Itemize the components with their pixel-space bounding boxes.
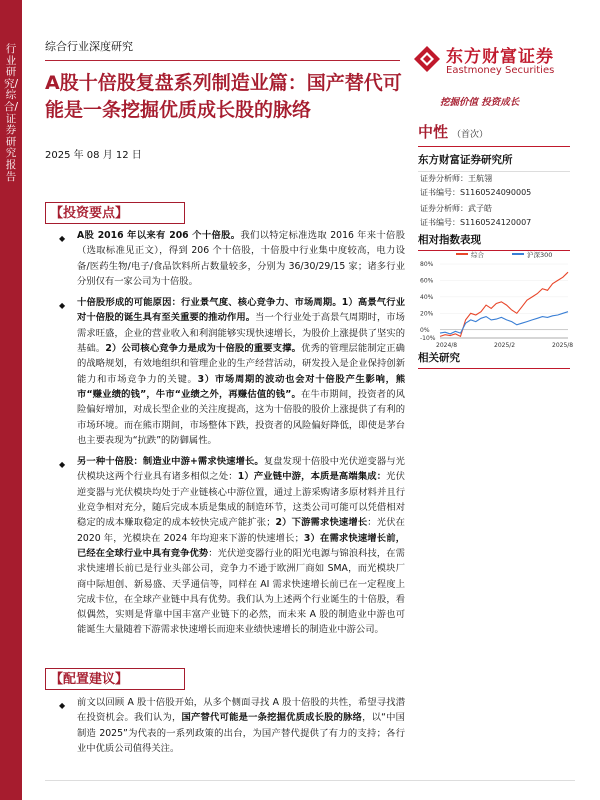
diamond-bullet-icon: ◆: [59, 301, 66, 311]
x-tick-label: 2025/2: [494, 342, 516, 349]
page-title: A股十倍股复盘系列制造业篇：国产替代可能是一条挖掘优质成长股的脉络: [45, 72, 402, 121]
y-tick-label: 80%: [420, 261, 434, 268]
side-label: 行业研究/综合/证券研究报告: [3, 43, 19, 183]
footer-divider: [45, 780, 575, 781]
suggestion-paragraph: [45, 695, 405, 756]
rating-box: [418, 121, 570, 147]
key-point-text-run: 光伏逆变器与光伏模块均处于产业链核心中游位置，通过上游采购诸多原材料并且行业竞争相对充分，随后完成本质是集成的制造环节，这类公司可能可以凭借相对稳定的成本赚取稳定的成本较快完成产能扩张；: [77, 471, 405, 529]
key-point-text-run: 复盘发现十倍股中光伏逆变器与光伏模块这两个行业具有诸多相似之处：: [77, 456, 405, 483]
diamond-bullet-icon: ◆: [59, 701, 66, 710]
report-category: 综合行业深度研究: [45, 40, 133, 53]
x-tick-label: 2024/8: [436, 342, 458, 349]
suggestion-heading: [45, 668, 185, 690]
key-point-paragraph: [45, 295, 405, 448]
series-line-1: [440, 312, 568, 334]
key-point-text-run: ：光伏逆变器行业的阳光电源与锦浪科技，在需求快速增长前已是行业头部公司，竞争力不逊于欧洲厂商如 SMA，而光模块厂商中际旭创、新易盛、天孚通信等，同样在 AI 需求快速增长前已在一定程度上完成卡位，在全球产业链中具有优势。我们认为上述两个行业诞生的十倍股，看似偶然，实则是背靠中国丰富产业链下的必然，而未来 A 股的制造业中游也可能诞生大量随着下游需求快速增长而迎来业绩快速增长的制造业中游公司。: [77, 547, 405, 636]
key-point-text-run: 2）公司核心竞争力是成为十倍股的重要支撑。: [105, 343, 302, 355]
y-tick-label: 20%: [420, 310, 434, 318]
logo-cn-text: 东方财富证券: [446, 47, 554, 67]
rating-value: 中性: [418, 123, 449, 141]
series-line-0: [440, 272, 568, 336]
diamond-bullet-icon: ◆: [59, 234, 66, 243]
logo-en-text: Eastmoney Securities: [446, 65, 555, 76]
suggestion-text-run: ，以“中国制造 2025”为代表的一系列政策的出台，为国产替代提供了有力的支持；各行业中优质公司值得关注。: [77, 712, 405, 754]
analyst-1-name: 证券分析师：王航翎: [420, 174, 492, 183]
x-tick-label: 2025/8: [552, 342, 574, 349]
suggestion-heading-text: 【配置建议】: [50, 672, 129, 687]
slogan: 挖掘价值 投资成长: [440, 97, 520, 108]
key-point-text-run: 当一个行业处于高景气周期时，市场需求旺盛，企业的营业收入和利润能够实现快速增长，为股价上涨提供了坚实的基础。: [77, 312, 405, 355]
analyst-2-cert: 证书编号：S1160524120007: [420, 218, 532, 227]
key-point-paragraph: [45, 454, 405, 638]
relative-index-chart: [418, 246, 578, 356]
key-point-text-run: 3）在需求快速增长前，已经在全球行业中具有竞争优势: [77, 532, 405, 559]
suggestion-list: [45, 695, 405, 762]
key-points-heading: [45, 202, 185, 224]
institute-name: 东方财富证券研究所: [418, 152, 570, 172]
suggestion-text-run: 国产替代可能是一条挖掘优质成长股的脉络: [181, 712, 363, 724]
publish-date: 2025 年 08 月 12 日: [45, 150, 142, 161]
key-point-text-run: 优秀的管理层能制定正确的战略规划，有效地组织和管理企业的生产经营活动，研发投入是企业保持创新能力和市场竞争力的关键。: [77, 343, 405, 385]
chart-svg: [418, 246, 578, 356]
header-divider: [45, 60, 400, 61]
y-tick-label: 40%: [420, 293, 434, 301]
diamond-bullet-icon: ◆: [59, 460, 66, 470]
key-point-text-run: 我们以特定标准选取 2016 年来十倍股（选取标准见正文），得到 206 个十倍股，十倍股中行业集中度较高，电力设备/医药生物/电子/食品饮料所占数量较多，分别为 36/30/29/15 家；诸多行业分别仅有一家公司为十倍股。: [77, 230, 405, 287]
key-point-paragraph: [45, 228, 405, 289]
side-band: [0, 0, 22, 800]
chart-section-title: 相对指数表现: [418, 232, 570, 251]
key-point-text-run: 3）市场周期的波动也会对十倍股产生影响，熊市“赚业绩的钱”，牛市“业绩之外，再赚估值的钱”。: [77, 373, 405, 400]
key-points-list: [45, 228, 405, 644]
y-tick-label: -10%: [420, 335, 436, 342]
key-point-text-run: 十倍股形成的可能原因：行业景气度、核心竞争力、市场周期。1）高景气行业对十倍股的诞生具有至关重要的推动作用。: [77, 297, 405, 324]
legend-label: 沪深300: [527, 251, 553, 259]
analyst-2-name: 证券分析师：武子皓: [420, 204, 492, 213]
eastmoney-logo-icon: [412, 44, 442, 74]
key-point-text-run: 另一种十倍股：制造业中游+需求快速增长。: [77, 456, 264, 468]
suggestion-text-run: 前文以回顾 A 股十倍股开始，从多个侧面寻找 A 股十倍股的共性，希望寻找潜在投资机会。我们认为，: [77, 697, 405, 724]
key-point-text-run: A股 2016 年以来有 206 个十倍股。: [77, 230, 241, 241]
key-point-text-run: ：光伏在 2020 年，光模块在 2024 年均迎来下游的快速增长；: [77, 517, 405, 544]
legend-label: 综合: [471, 251, 484, 259]
key-point-text-run: 在牛市期间，投资者的风险偏好增加，对成长型企业的关注度提高，这为十倍股的股价上涨提供了有利的市场环境。而在熊市期间，市场整体下跌，投资者的风险偏好降低，即使是茅台也主要表现为“抗跌”的防御属性。: [77, 388, 405, 446]
analyst-1-cert: 证书编号：S1160524090005: [420, 188, 532, 197]
y-tick-label: 60%: [420, 277, 434, 285]
company-logo: [412, 40, 562, 82]
related-research-title: 相关研究: [418, 350, 570, 369]
key-point-text-run: 2）下游需求快速增长: [275, 517, 368, 529]
key-points-heading-text: 【投资要点】: [50, 206, 129, 221]
y-tick-label: 0%: [420, 326, 430, 334]
rating-note: （首次）: [452, 130, 489, 140]
key-point-text-run: 1）产业链中游，本质是高端集成：: [237, 471, 387, 483]
